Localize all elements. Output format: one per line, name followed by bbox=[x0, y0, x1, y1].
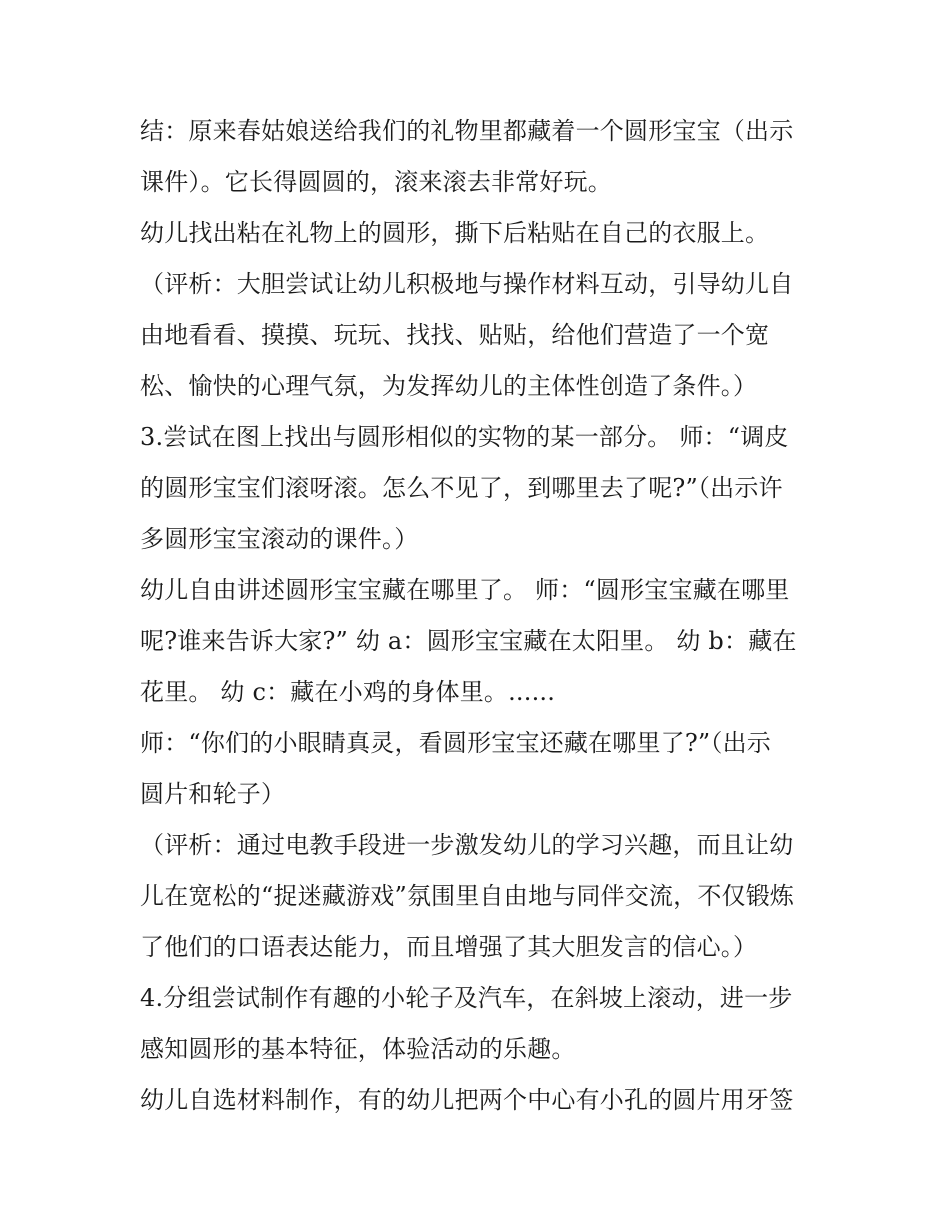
text-line: （评析：通过电教手段进一步激发幼儿的学习兴趣，而且让幼 bbox=[140, 831, 794, 859]
text-line: 幼儿自选材料制作，有的幼儿把两个中心有小孔的圆片用牙签 bbox=[140, 1086, 794, 1114]
text-line: 由地看看、摸摸、玩玩、找找、贴贴，给他们营造了一个宽 bbox=[140, 321, 770, 349]
text-line: 多圆形宝宝滚动的课件。） bbox=[140, 525, 419, 553]
text-line: 的圆形宝宝们滚呀滚。怎么不见了，到哪里去了呢?”（出示许 bbox=[140, 474, 783, 502]
text-line: 松、愉快的心理气氛，为发挥幼儿的主体性创造了条件。） bbox=[140, 372, 758, 400]
text-line: 呢?谁来告诉大家?” 幼 a：圆形宝宝藏在太阳里。 幼 b：藏在 bbox=[140, 627, 797, 655]
text-line: 4.分组尝试制作有趣的小轮子及汽车，在斜坡上滚动，进一步 bbox=[140, 984, 793, 1012]
text-line: 圆片和轮子） bbox=[140, 780, 286, 808]
text-line: 花里。 幼 c：藏在小鸡的身体里。...... bbox=[140, 678, 556, 706]
document-body bbox=[140, 106, 830, 1126]
text-line: 3.尝试在图上找出与圆形相似的实物的某一部分。 师：“调皮 bbox=[140, 423, 789, 451]
text-line: 结：原来春姑娘送给我们的礼物里都藏着一个圆形宝宝（出示 bbox=[140, 117, 794, 145]
text-line: 课件）。它长得圆圆的，滚来滚去非常好玩。 bbox=[140, 168, 612, 196]
text-line: 了他们的口语表达能力，而且增强了其大胆发言的信心。） bbox=[140, 933, 758, 961]
text-line: （评析：大胆尝试让幼儿积极地与操作材料互动，引导幼儿自 bbox=[140, 270, 794, 298]
text-line: 幼儿自由讲述圆形宝宝藏在哪里了。 师：“圆形宝宝藏在哪里 bbox=[140, 576, 790, 604]
text-line: 儿在宽松的“捉迷藏游戏”氛围里自由地与同伴交流，不仅锻炼 bbox=[140, 882, 795, 910]
text-line: 感知圆形的基本特征，体验活动的乐趣。 bbox=[140, 1035, 576, 1063]
text-line: 师：“你们的小眼睛真灵，看圆形宝宝还藏在哪里了?”（出示 bbox=[140, 729, 772, 757]
text-line: 幼儿找出粘在礼物上的圆形，撕下后粘贴在自己的衣服上。 bbox=[140, 219, 770, 247]
